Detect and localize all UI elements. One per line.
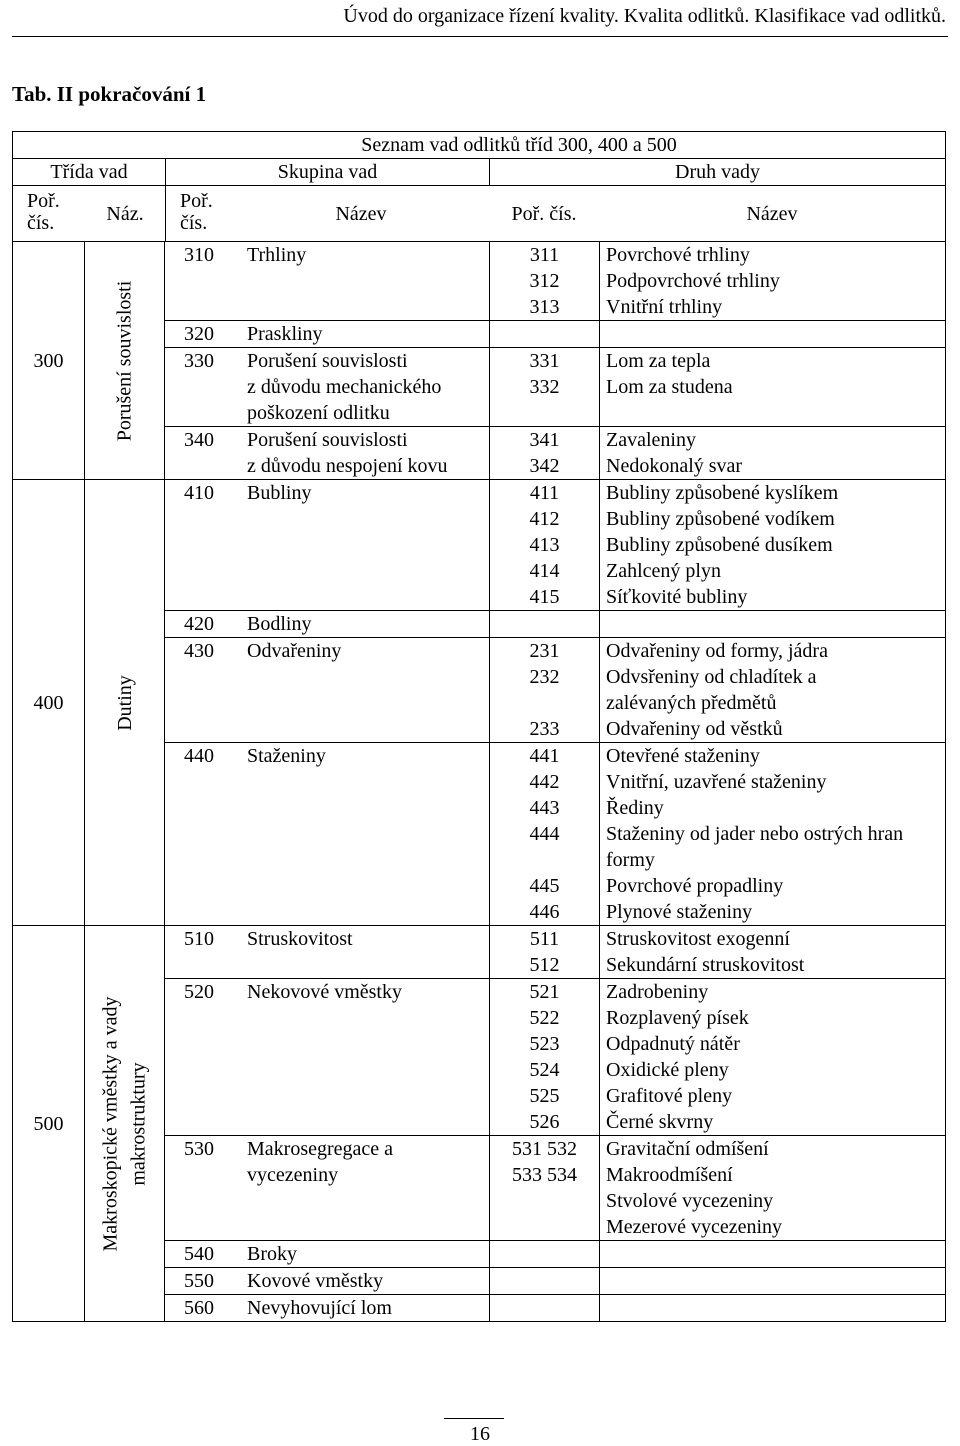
group-name-line: Broky <box>247 1243 297 1265</box>
class-name <box>85 480 165 925</box>
type-name: Podpovrchové trhliny <box>606 270 780 292</box>
group-row <box>165 611 945 638</box>
type-name: formy <box>606 849 655 871</box>
type-code: 232 <box>529 666 560 688</box>
type-name: Odpadnutý nátěr <box>606 1033 740 1055</box>
group-code-text: 410 <box>184 482 214 504</box>
type-name: Bubliny způsobené vodíkem <box>606 508 835 530</box>
group-name-line: Bubliny <box>247 482 312 504</box>
type-code: 414 <box>529 560 560 582</box>
group-row <box>165 979 945 1136</box>
group-row <box>165 427 945 479</box>
type-name: Povrchové trhliny <box>606 244 750 266</box>
type-code: 524 <box>529 1059 560 1081</box>
group-code-text: 550 <box>184 1270 214 1292</box>
group-code <box>165 427 233 479</box>
group-code-text: 310 <box>184 244 214 266</box>
group-name-line: Porušení souvislosti <box>247 429 408 451</box>
group-code-text: 540 <box>184 1243 214 1265</box>
group-name-line: Nekovové vměstky <box>247 981 402 1003</box>
group-name-line: z důvodu nespojení kovu <box>247 455 448 477</box>
group-name-line: Praskliny <box>247 323 323 345</box>
group-name <box>233 321 489 347</box>
group-code-text: 420 <box>184 613 214 635</box>
type-names <box>599 321 945 347</box>
group-code <box>165 480 233 610</box>
type-codes <box>489 743 599 925</box>
type-code: 443 <box>529 797 560 819</box>
type-name: Černé skvrny <box>606 1111 714 1133</box>
group-name-line: vycezeniny <box>247 1164 339 1186</box>
type-codes <box>489 348 599 426</box>
type-name: Síťkovité bubliny <box>606 586 748 608</box>
table-title: Tab. II pokračování 1 <box>12 82 207 106</box>
type-codes <box>489 242 599 320</box>
type-code: 442 <box>529 771 560 793</box>
header-class-no <box>13 186 85 241</box>
class-name <box>85 242 165 479</box>
group-row <box>165 1295 945 1321</box>
group-code <box>165 926 233 978</box>
group-code <box>165 1268 233 1294</box>
type-name: Lom za studena <box>606 376 733 398</box>
type-name: Povrchové propadliny <box>606 875 784 897</box>
type-name: Řediny <box>606 797 664 819</box>
group-code-text: 440 <box>184 745 214 767</box>
type-names <box>599 427 945 479</box>
group-name <box>233 979 489 1135</box>
header-type: Druh vady <box>489 159 945 185</box>
class-row <box>13 242 945 480</box>
group-code-text: 530 <box>184 1138 214 1160</box>
group-name <box>233 1268 489 1294</box>
type-names <box>599 242 945 320</box>
group-code <box>165 1136 233 1240</box>
class-name-text <box>97 996 153 1251</box>
type-code: 531 532 <box>512 1138 577 1160</box>
header-class-no-line: Poř. <box>27 190 60 212</box>
type-name: zalévaných předmětů <box>606 692 777 714</box>
class-row <box>13 926 945 1321</box>
type-code: 444 <box>529 823 560 845</box>
group-name-line: Kovové vměstky <box>247 1270 384 1292</box>
group-list <box>165 242 945 479</box>
group-name-line: Makrosegregace a <box>247 1138 394 1160</box>
page-number: 16 <box>470 1423 490 1445</box>
group-row <box>165 242 945 321</box>
type-names <box>599 348 945 426</box>
table-caption-row <box>13 132 945 159</box>
group-row <box>165 1241 945 1268</box>
group-code <box>165 743 233 925</box>
type-codes <box>489 611 599 637</box>
class-name <box>85 926 165 1321</box>
type-name: Makroodmíšení <box>606 1164 733 1186</box>
type-code: 311 <box>529 244 560 266</box>
type-code: 332 <box>529 376 560 398</box>
class-name-line: Porušení souvislosti <box>113 280 136 441</box>
group-code-text: 320 <box>184 323 214 345</box>
type-name: Gravitační odmíšení <box>606 1138 769 1160</box>
type-code: 521 <box>529 981 560 1003</box>
type-name: Bubliny způsobené dusíkem <box>606 534 833 556</box>
type-name: Zavaleniny <box>606 429 696 451</box>
group-name <box>233 638 489 742</box>
type-code: 312 <box>529 270 560 292</box>
type-name: Otevřené staženiny <box>606 745 760 767</box>
type-names <box>599 638 945 742</box>
type-codes <box>489 1136 599 1240</box>
group-code-text: 560 <box>184 1297 214 1319</box>
header-type-name: Název <box>746 203 798 225</box>
type-name: Odvařeniny od formy, jádra <box>606 640 828 662</box>
type-name: Oxidické pleny <box>606 1059 729 1081</box>
type-names <box>599 979 945 1135</box>
type-codes <box>489 480 599 610</box>
type-codes <box>489 926 599 978</box>
group-name <box>233 242 489 320</box>
running-head: Úvod do organizace řízení kvality. Kvalita odlitků. Klasifikace vad odlitků. <box>343 5 946 27</box>
page-number-rule <box>444 1418 504 1419</box>
group-name <box>233 427 489 479</box>
group-code-text: 430 <box>184 640 214 662</box>
table-body <box>13 242 945 1321</box>
type-names <box>599 743 945 925</box>
class-name-line: makrostruktury <box>127 1061 150 1186</box>
type-name: Mezerové vycezeniny <box>606 1216 783 1238</box>
group-row <box>165 926 945 979</box>
header-type-no: Poř. čís. <box>511 203 577 225</box>
type-code: 233 <box>529 718 560 740</box>
group-name <box>233 926 489 978</box>
header-col-row <box>13 186 945 242</box>
group-list <box>165 926 945 1321</box>
type-name: Plynové staženiny <box>606 901 753 923</box>
group-row <box>165 638 945 743</box>
group-name-line: Bodliny <box>247 613 312 635</box>
defect-table <box>12 131 946 1322</box>
class-row <box>13 480 945 926</box>
group-code-text: 340 <box>184 429 214 451</box>
type-code: 445 <box>529 875 560 897</box>
header-group-name: Název <box>335 203 387 225</box>
type-code: 413 <box>529 534 560 556</box>
group-code <box>165 611 233 637</box>
type-name: Vnitřní trhliny <box>606 296 723 318</box>
type-code: 411 <box>529 482 560 504</box>
group-row <box>165 480 945 611</box>
group-name <box>233 480 489 610</box>
table-caption: Seznam vad odlitků tříd 300, 400 a 500 <box>361 134 677 156</box>
type-code <box>490 690 599 716</box>
group-name-line: Odvařeniny <box>247 640 342 662</box>
type-code: 533 534 <box>512 1164 577 1186</box>
type-code: 526 <box>529 1111 560 1133</box>
type-name: Odvsřeniny od chladítek a <box>606 666 817 688</box>
group-row <box>165 1136 945 1241</box>
group-row <box>165 348 945 427</box>
type-code: 512 <box>529 954 560 976</box>
type-names <box>599 480 945 610</box>
type-name: Sekundární struskovitost <box>606 954 805 976</box>
group-code <box>165 1241 233 1267</box>
group-name-line: poškození odlitku <box>247 402 390 424</box>
type-names <box>599 1241 945 1267</box>
type-code: 525 <box>529 1085 560 1107</box>
type-names <box>599 1136 945 1240</box>
type-code: 341 <box>529 429 560 451</box>
class-name-line: Makroskopické vměstky a vady <box>99 996 122 1251</box>
type-codes <box>489 427 599 479</box>
header-class-name: Náz. <box>106 203 144 225</box>
group-name <box>233 1295 489 1321</box>
group-code-text: 330 <box>184 350 214 372</box>
group-code <box>165 348 233 426</box>
group-list <box>165 480 945 925</box>
type-code: 313 <box>529 296 560 318</box>
type-code: 522 <box>529 1007 560 1029</box>
type-codes <box>489 1295 599 1321</box>
class-number: 500 <box>13 926 85 1321</box>
type-names <box>599 1268 945 1294</box>
type-codes <box>489 321 599 347</box>
type-name: Odvařeniny od věstků <box>606 718 783 740</box>
type-code: 415 <box>529 586 560 608</box>
type-name: Staženiny od jader nebo ostrých hran <box>606 823 904 845</box>
group-name <box>233 611 489 637</box>
type-names <box>599 1295 945 1321</box>
class-number: 400 <box>13 480 85 925</box>
group-code <box>165 321 233 347</box>
type-code: 523 <box>529 1033 560 1055</box>
type-code: 331 <box>529 350 560 372</box>
header-group-no-line: Poř. <box>180 190 213 212</box>
type-name: Bubliny způsobené kyslíkem <box>606 482 839 504</box>
header-class-no-line: čís. <box>27 212 55 234</box>
type-code: 511 <box>529 928 560 950</box>
header-class: Třída vad <box>50 161 128 183</box>
type-code: 441 <box>529 745 560 767</box>
type-name: Lom za tepla <box>606 350 711 372</box>
type-names <box>599 926 945 978</box>
group-row <box>165 321 945 348</box>
type-names <box>599 611 945 637</box>
type-codes <box>489 638 599 742</box>
group-name-line: Staženiny <box>247 745 326 767</box>
type-code: 342 <box>529 455 560 477</box>
group-code-text: 510 <box>184 928 214 950</box>
type-name: Grafitové pleny <box>606 1085 733 1107</box>
group-name-line: Trhliny <box>247 244 307 266</box>
group-name <box>233 348 489 426</box>
type-code: 231 <box>529 640 560 662</box>
group-code <box>165 1295 233 1321</box>
group-code-text: 520 <box>184 981 214 1003</box>
class-number: 300 <box>13 242 85 479</box>
type-code <box>490 847 599 873</box>
class-name-line: Dutiny <box>113 674 136 731</box>
type-code: 412 <box>529 508 560 530</box>
group-code <box>165 979 233 1135</box>
group-code <box>165 638 233 742</box>
header-rule <box>12 36 948 37</box>
group-name <box>233 743 489 925</box>
group-name-line: Nevyhovující lom <box>247 1297 392 1319</box>
header-group-no-line: čís. <box>180 212 208 234</box>
type-name: Zadrobeniny <box>606 981 709 1003</box>
type-name: Zahlcený plyn <box>606 560 721 582</box>
header-group-row <box>13 159 945 186</box>
group-name <box>233 1241 489 1267</box>
header-group-no <box>165 186 233 241</box>
type-codes <box>489 1241 599 1267</box>
group-name-line: Porušení souvislosti <box>247 350 408 372</box>
type-name: Rozplavený písek <box>606 1007 749 1029</box>
group-name-line: z důvodu mechanického <box>247 376 442 398</box>
type-code: 446 <box>529 901 560 923</box>
type-name: Stvolové vycezeniny <box>606 1190 774 1212</box>
type-name: Struskovitost exogenní <box>606 928 790 950</box>
group-code <box>165 242 233 320</box>
header-group: Skupina vad <box>165 159 489 185</box>
group-row <box>165 1268 945 1295</box>
group-row <box>165 743 945 925</box>
type-name: Vnitřní, uzavřené staženiny <box>606 771 827 793</box>
group-name <box>233 1136 489 1240</box>
type-name: Nedokonalý svar <box>606 455 743 477</box>
group-name-line: Struskovitost <box>247 928 353 950</box>
class-name-text <box>111 280 139 441</box>
type-codes <box>489 1268 599 1294</box>
class-name-text <box>111 675 139 731</box>
type-codes <box>489 979 599 1135</box>
